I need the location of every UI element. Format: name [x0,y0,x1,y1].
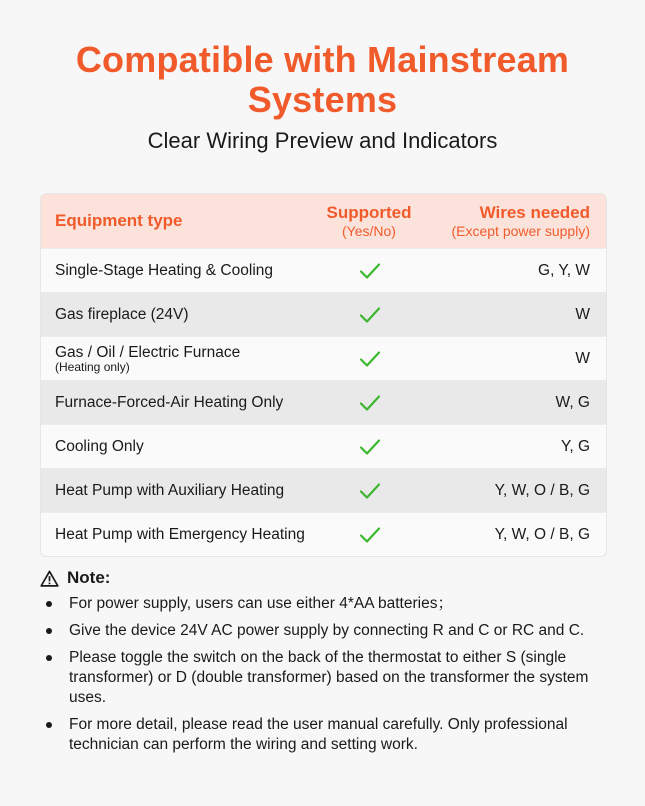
equipment-type-name: Heat Pump with Emergency Heating [55,526,305,543]
header-wires-sub: (Except power supply) [451,223,590,239]
equipment-type-cell [55,513,305,556]
wires-needed-cell: Y, G [560,438,590,455]
note-item [40,594,605,614]
note-item [40,621,605,641]
equipment-type-note: (Heating only) [55,359,130,374]
checkmark-icon [359,261,381,281]
note-item-text: Give the device 24V AC power supply by connecting R and C or RC and C. [69,622,585,639]
note-list [40,594,605,755]
table-row [41,468,606,512]
checkmark-icon [359,437,381,457]
table-header [41,194,606,248]
note-item-text: Please toggle the switch on the back of the thermostat to either S (single transformer) or D (double transformer) based on the transformer the system uses. [69,649,589,706]
checkmark-icon [359,393,381,413]
title-line-1: Compatible with Mainstream [75,39,570,80]
note-title: Note: [67,568,111,587]
bullet-icon [46,601,52,607]
equipment-type-name: Furnace-Forced-Air Heating Only [55,394,284,411]
note-item-text: For more detail, please read the user manual carefully. Only professional technician can perform the wiring and setting work. [69,716,568,753]
equipment-type-name: Gas / Oil / Electric Furnace [55,343,241,361]
header-supported [309,203,429,241]
equipment-type-name: Heat Pump with Auxiliary Heating [55,482,285,499]
equipment-type-cell [55,249,273,292]
checkmark-icon [359,305,381,325]
bullet-icon [46,722,52,728]
equipment-type-cell [55,337,240,380]
note-item-text: For power supply, users can use either 4*AA batteries； [69,595,453,612]
equipment-type-cell [55,469,284,512]
wires-needed-cell: W [575,350,590,367]
wires-needed-cell: G, Y, W [538,262,590,279]
wires-needed-cell: Y, W, O / B, G [494,526,590,543]
compatibility-table [40,193,607,557]
checkmark-icon [359,525,381,545]
page-subtitle: Clear Wiring Preview and Indicators [147,128,498,153]
title-line-2: Systems [247,79,398,120]
equipment-type-name: Cooling Only [55,438,144,455]
equipment-type-cell [55,425,144,468]
bullet-icon [46,655,52,661]
table-body [41,248,606,556]
header-supported-label: Supported [326,203,412,222]
table-row [41,380,606,424]
table-row [41,292,606,336]
wires-needed-cell: Y, W, O / B, G [494,482,590,499]
table-row [41,512,606,556]
table-row [41,336,606,380]
equipment-type-cell [55,381,283,424]
wires-needed-cell: W [575,306,590,323]
note-section [40,568,605,762]
checkmark-icon [359,481,381,501]
bullet-icon [46,628,52,634]
warning-triangle-icon [40,570,59,587]
wires-needed-cell: W, G [555,394,590,411]
header-wires-needed [451,203,590,241]
equipment-type-name: Gas fireplace (24V) [55,306,189,323]
note-heading [40,568,605,588]
header-wires-label: Wires needed [479,203,590,222]
checkmark-icon [359,349,381,369]
note-item [40,648,605,708]
header-equipment-type: Equipment type [55,211,183,230]
equipment-type-cell [55,293,189,336]
table-row [41,424,606,468]
page-title [0,40,645,120]
table-row [41,248,606,292]
note-item [40,715,605,755]
header-supported-sub: (Yes/No) [342,223,396,239]
equipment-type-name: Single-Stage Heating & Cooling [55,262,273,279]
